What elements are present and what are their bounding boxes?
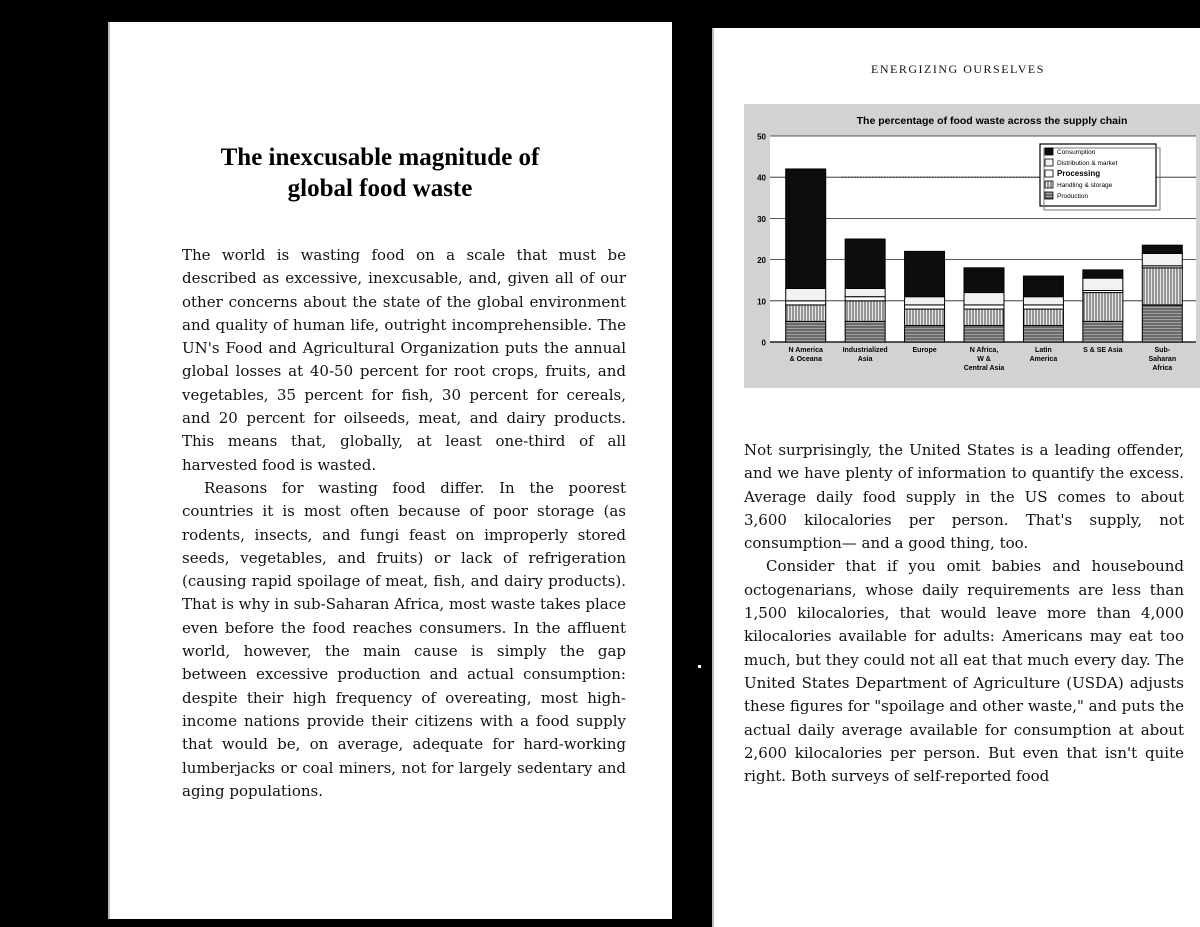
- right-page: [712, 28, 1200, 927]
- legend-label: Distribution & market: [1057, 160, 1118, 167]
- x-tick-label: Central Asia: [963, 365, 1005, 372]
- bar-segment: [786, 169, 826, 288]
- x-tick-label: Asia: [857, 356, 873, 363]
- bar-segment: [1142, 268, 1182, 305]
- bar-segment: [1083, 321, 1123, 342]
- title-line-2: global food waste: [287, 175, 473, 202]
- bar-segment: [1023, 326, 1063, 342]
- running-head: ENERGIZING OURSELVES: [871, 62, 1045, 76]
- legend-label: Production: [1057, 193, 1089, 200]
- x-tick-label: Sub-: [1154, 347, 1171, 354]
- x-tick-label: Europe: [912, 347, 937, 354]
- legend-swatch: [1045, 159, 1053, 166]
- paragraph: The world is wasting food on a scale that must be described as excessive, inexcusable, and, given all of our other concerns about the state of the global environment and quality of human life, outright incomprehensible. The UN's Food and Agricultural Organization puts the annual global losses at 40-50 percent for root crops, fruits, and vegetables, 35 percent for fish, 30 percent for cereals, and 20 percent for oilseeds, meat, and dairy products. This means that, globally, at least one-third of all harvested food is wasted.: [182, 246, 626, 474]
- paragraph: Reasons for wasting food differ. In the poorest countries it is most often because of poor storage (as rodents, insects, and fungi feast on improperly stored seeds, vegetables, and fruits) or lack of refrigeration (causing rapid spoilage of meat, fish, and dairy products). That is why in sub-Saharan Africa, most waste takes place even before the food reaches consumers. In the affluent world, however, the main cause is simply the gap between excessive production and actual consumption: despite their high frequency of overeating, most high-income nations provide their citizens with a food supply that would be, on average, adequate for hard-working lumberjacks or coal miners, not for largely sedentary and aging populations.: [182, 478, 626, 800]
- legend-label: Processing: [1057, 169, 1101, 178]
- y-tick-label: 20: [757, 256, 766, 266]
- x-tick-label: Industrialized: [842, 347, 888, 354]
- chart-title: The percentage of food waste across the supply chain: [856, 115, 1128, 127]
- section-title: [134, 142, 626, 204]
- bar-segment: [1023, 305, 1063, 309]
- x-tick-label: Latin: [1035, 347, 1052, 354]
- bar-segment: [964, 309, 1004, 325]
- food-waste-chart: [744, 104, 1200, 388]
- y-tick-label: 40: [757, 173, 766, 183]
- bar-segment: [905, 251, 945, 296]
- bar-segment: [964, 293, 1004, 305]
- paragraph: Consider that if you omit babies and housebound octogenarians, whose daily requirements are less than 1,500 kilocalories, that would leave more than 4,000 kilocalories available for adults: Americans may eat too much, but they could not all eat that much every day. The United States Department of Agriculture (USDA) adjusts these figures for "spoilage and other waste," and puts the actual daily average available for consumption at about 2,600 kilocalories per person. But even that isn't quite right. Both surveys of self-reported food: [744, 557, 1184, 786]
- x-tick-label: Africa: [1152, 365, 1173, 372]
- bar-segment: [905, 305, 945, 309]
- bar-segment: [786, 305, 826, 321]
- x-tick-label: N America: [788, 347, 823, 354]
- bar-segment: [1083, 270, 1123, 278]
- y-tick-label: 30: [757, 214, 766, 224]
- bar-segment: [1083, 293, 1123, 322]
- bar-segment: [845, 297, 885, 301]
- legend-swatch: [1045, 170, 1053, 177]
- chart-svg: [744, 104, 1200, 388]
- x-tick-label: & Oceana: [789, 356, 822, 363]
- bar-segment: [786, 288, 826, 300]
- y-tick-label: 10: [757, 297, 766, 307]
- bar-segment: [905, 326, 945, 342]
- gutter-mark: [698, 665, 701, 668]
- x-tick-label: Saharan: [1148, 356, 1177, 363]
- bar-segment: [786, 321, 826, 342]
- bar-segment: [1023, 309, 1063, 325]
- bar-segment: [845, 301, 885, 322]
- bar-segment: [1023, 297, 1063, 305]
- y-tick-label: 0: [761, 338, 766, 348]
- bar-segment: [1142, 245, 1182, 253]
- bar-segment: [845, 321, 885, 342]
- legend-swatch: [1045, 181, 1053, 188]
- paragraph: Not surprisingly, the United States is a leading offender, and we have plenty of information to quantify the excess. Average daily food supply in the US comes to about 3,600 kilocalories per person. That's supply, not consumption— and a good thing, too.: [744, 441, 1184, 553]
- legend-swatch: [1045, 148, 1053, 155]
- bar-segment: [1023, 276, 1063, 297]
- bar-segment: [1142, 253, 1182, 265]
- bar-segment: [845, 239, 885, 288]
- x-tick-label: N Africa,: [969, 347, 999, 354]
- legend-label: Handling & storage: [1057, 182, 1113, 189]
- bar-segment: [845, 288, 885, 296]
- bar-segment: [964, 268, 1004, 293]
- title-line-1: The inexcusable magnitude of: [220, 144, 540, 171]
- x-tick-label: S & SE Asia: [1083, 347, 1123, 354]
- left-page: [108, 22, 672, 919]
- legend-swatch: [1045, 192, 1053, 199]
- bar-segment: [964, 305, 1004, 309]
- left-body-text: [182, 244, 626, 803]
- bar-segment: [905, 297, 945, 305]
- bar-segment: [905, 309, 945, 325]
- bar-segment: [964, 326, 1004, 342]
- right-body-text: [744, 439, 1184, 788]
- x-tick-label: America: [1029, 356, 1058, 363]
- x-tick-label: W &: [977, 356, 991, 363]
- y-tick-label: 50: [757, 132, 766, 142]
- bar-segment: [786, 301, 826, 305]
- bar-segment: [1083, 278, 1123, 290]
- bar-segment: [1142, 305, 1182, 342]
- legend-label: Consumption: [1057, 149, 1096, 156]
